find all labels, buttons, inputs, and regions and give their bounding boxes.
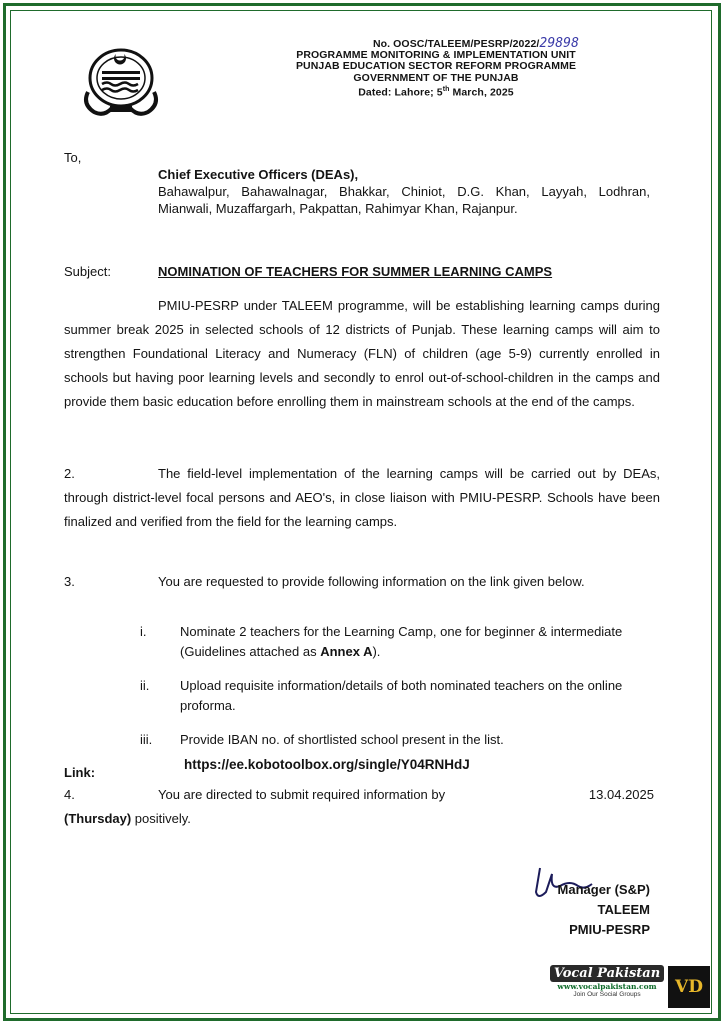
vocal-pakistan-logo-icon: VD [668,966,710,1008]
subject-text: NOMINATION OF TEACHERS FOR SUMMER LEARNING CAMPS [158,264,553,279]
vocal-pakistan-watermark: Vocal Pakistan www.vocalpakistan.com Join Our Social Groups [548,964,666,1010]
list-item-3: iii. Provide IBAN no. of shortlisted school present in the list. [140,732,504,747]
paragraph-2: 2. The field-level implementation of the learning camps will be carried out by DEAs, through district-level focal persons and AEO's, in close liaison with PMIU-PESRP. Schools have been finalized and verified from the field for the learning camps. [64,466,660,529]
addressee-districts: Bahawalpur, Bahawalnagar, Bhakkar, Chiniot, D.G. Khan, Layyah, Lodhran, Mianwali, Muzaffargarh, Pakpattan, Rahimyar Khan, Rajanpur. [158,184,650,216]
paragraph-3: 3. You are requested to provide following information on the link given below. [64,574,585,589]
signatory-unit: PMIU-PESRP [569,922,650,937]
punjab-government-emblem-icon [80,40,162,116]
list-item-2: ii. Upload requisite information/details of both nominated teachers on the online proforma. [140,678,623,713]
signature-block [530,880,650,940]
header-line-1: PROGRAMME MONITORING & IMPLEMENTATION UNIT [296,49,576,62]
addressee-block [158,166,650,217]
to-label: To, [64,150,82,165]
deadline-date: 13.04.2025 [588,787,654,802]
link-label: Link: [64,765,96,780]
header-line-3: GOVERNMENT OF THE PUNJAB [353,71,519,84]
signatory-designation: Manager (S&P) [557,882,650,897]
subject-label: Subject: [64,264,111,279]
deadline-day: (Thursday) [64,811,132,826]
reference-printed: No. OOSC/TALEEM/PESRP/2022/ [372,38,540,50]
letterhead [250,38,622,99]
dated-line: Dated: Lahore; 5th March, 2025 [358,85,514,99]
signatory-organization: TALEEM [597,902,650,917]
addressee-title: Chief Executive Officers (DEAs), [158,167,359,182]
form-link[interactable]: https://ee.kobotoolbox.org/single/Y04RNHdJ [184,757,470,772]
paragraph-1: PMIU-PESRP under TALEEM programme, will be establishing learning camps during summer break 2025 in selected schools of 12 districts of Punjab. These learning camps will aim to strengthen Foundational Literacy and Numeracy (FLN) of children (age 5-9) currently enrolled in schools but having poor learning levels and secondly to enrol out-of-school-children in the camps and provide them basic education before enrolling them in mainstream schools at the end of the camps. [64,298,660,409]
list-item-1: i. Nominate 2 teachers for the Learning Camp, one for beginner & intermediate (Guidelines attached as Annex A). [140,624,623,659]
header-line-2: PUNJAB EDUCATION SECTOR REFORM PROGRAMME [295,60,577,73]
paragraph-4: 4. You are directed to submit required information by 13.04.2025 (Thursday) positively. [64,783,660,831]
reference-handwritten: 29898 [539,36,580,51]
